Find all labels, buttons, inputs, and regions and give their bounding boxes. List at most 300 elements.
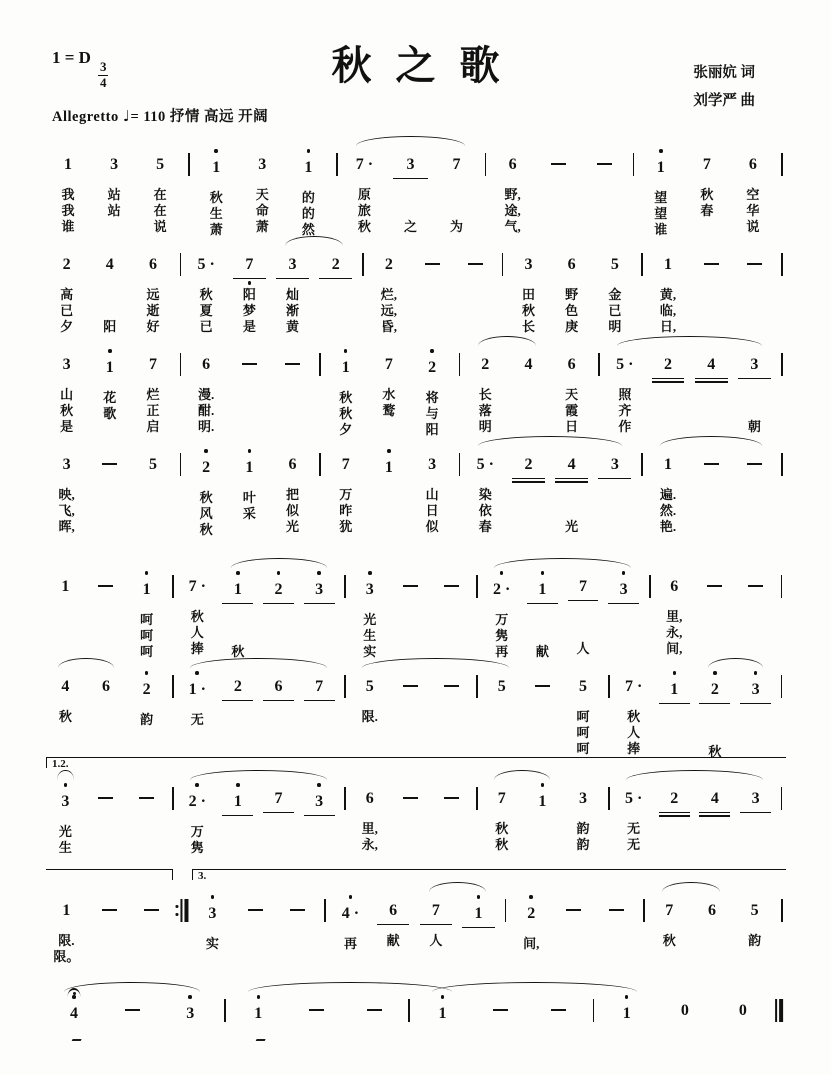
note-number: 1 <box>538 793 547 810</box>
note-cell <box>563 568 604 656</box>
beam-underline <box>568 600 599 602</box>
octave-dot-zone <box>367 346 410 354</box>
octave-dot-zone <box>481 571 522 579</box>
octave-dot-zone <box>45 568 86 576</box>
note-cell <box>613 780 654 868</box>
system-cells <box>45 234 786 334</box>
underline-zone <box>598 1024 656 1036</box>
octave-dot-zone <box>185 346 228 354</box>
lyric <box>656 1065 714 1075</box>
barline <box>471 668 481 756</box>
note-number: 0 <box>738 1002 747 1019</box>
underline-zone <box>464 475 507 487</box>
lyric <box>45 1068 103 1075</box>
lyric <box>690 403 733 419</box>
barline <box>497 246 507 334</box>
lyric <box>229 1068 287 1075</box>
slur <box>494 770 550 780</box>
lyric <box>413 1068 471 1075</box>
lyric: 秋 <box>199 490 213 505</box>
note-number: 7 · <box>624 678 643 695</box>
note-cell <box>490 146 536 234</box>
lyric <box>367 490 410 506</box>
lyric: 秋 <box>199 522 213 537</box>
octave-dot-zone <box>271 346 314 354</box>
underline-zone <box>131 375 174 387</box>
dash-cell <box>582 146 628 234</box>
lyric: 里, <box>361 821 378 836</box>
slur <box>57 770 73 780</box>
repeat-sign-icon <box>173 892 191 980</box>
octave-dot-zone <box>126 780 167 788</box>
lyric <box>314 303 357 319</box>
beam-underline <box>608 603 639 605</box>
note-cell <box>126 568 167 659</box>
lyric: 谁 <box>654 222 668 237</box>
lyric <box>595 942 638 958</box>
note-number: 2 <box>527 905 536 922</box>
octave-dot-zone <box>464 346 507 354</box>
lyric <box>258 628 299 644</box>
octave-dot-zone <box>45 146 91 154</box>
underline-zone <box>411 284 454 296</box>
lyric: 野, <box>504 187 521 202</box>
lyric: 空 <box>746 187 760 202</box>
lyric <box>690 312 733 328</box>
underline-zone <box>45 597 86 609</box>
octave-dot-zone <box>349 571 390 579</box>
underline-zone <box>684 175 730 187</box>
note-number: 3 <box>315 581 324 598</box>
octave-dot <box>622 571 626 575</box>
lyric <box>103 1058 161 1074</box>
barline <box>636 446 646 534</box>
slur <box>58 658 114 668</box>
tempo-value: = 110 <box>130 108 166 125</box>
duration-dash <box>126 797 167 818</box>
octave-dot <box>625 995 629 999</box>
note-cell <box>177 668 218 756</box>
lyric <box>271 396 314 412</box>
slur <box>494 558 631 568</box>
beam-underline <box>304 603 335 605</box>
dash-cell <box>530 992 588 1075</box>
lyric <box>507 403 550 419</box>
lyric: 秋 <box>357 219 371 234</box>
note-cell <box>258 780 299 868</box>
lyric <box>314 319 357 335</box>
system-8 <box>45 868 786 980</box>
lyric: 我 <box>61 203 75 218</box>
note-cell <box>185 446 228 537</box>
note-number: 2 <box>664 356 673 373</box>
note-cell <box>613 668 654 756</box>
note-number: 5 <box>156 156 165 173</box>
octave-dot-zone <box>218 668 259 676</box>
octave-dot-zone <box>646 246 689 254</box>
note-number: 2 <box>481 356 490 373</box>
underline-zone <box>299 697 340 709</box>
beam-underline <box>659 812 690 814</box>
lyric <box>733 387 776 403</box>
lyric <box>258 725 299 741</box>
note-number: 3 <box>524 256 533 273</box>
octave-dot-zone <box>239 146 285 154</box>
octave-dot-zone <box>735 671 776 679</box>
note-cell <box>349 668 390 756</box>
note-cell <box>367 446 410 534</box>
note-cell <box>730 146 776 234</box>
note-cell <box>349 780 390 868</box>
note-number: 6 <box>148 256 157 273</box>
lyric: 秋 <box>190 609 204 624</box>
dash-cell <box>536 146 582 234</box>
lyric <box>481 741 522 757</box>
note-cell <box>413 992 471 1075</box>
volta-label: 1.2. <box>52 758 69 770</box>
octave-dot-zone <box>563 568 604 576</box>
note-number: 5 <box>497 678 506 695</box>
lyric: 实 <box>363 644 377 659</box>
note-number: 4 <box>70 1005 79 1022</box>
underline-zone <box>553 930 596 942</box>
octave-dot <box>204 449 208 453</box>
lyric: 春 <box>478 519 492 534</box>
note-number: 7 <box>245 256 254 273</box>
lyric: 阳 <box>103 319 117 334</box>
lyric: 秋 <box>339 406 353 421</box>
slur <box>478 436 622 446</box>
octave-dot-zone <box>314 246 357 254</box>
lyric: 然 <box>301 222 315 237</box>
octave-dot-zone <box>45 346 88 354</box>
note-cell <box>415 892 458 980</box>
lyric <box>733 403 776 419</box>
lyric <box>733 949 776 965</box>
slur <box>285 236 343 246</box>
lyric: 秋 <box>58 709 72 724</box>
beam-underline <box>263 700 294 702</box>
lyric <box>553 958 596 974</box>
underline-zone <box>126 700 167 712</box>
lyric: 呵 <box>140 644 154 659</box>
barline <box>175 446 185 534</box>
lyric: 染 <box>478 487 492 502</box>
underline-zone <box>522 706 563 718</box>
note-number: 6 <box>274 678 283 695</box>
octave-dot-zone <box>299 668 340 676</box>
note-cell <box>45 992 103 1075</box>
lyric: 山 <box>60 387 74 402</box>
underline-zone <box>603 600 644 612</box>
duration-dash <box>595 909 638 930</box>
lyric: 临, <box>659 303 677 318</box>
beam-underline <box>377 924 409 926</box>
underline-zone <box>613 697 654 709</box>
underline-zone <box>481 600 522 612</box>
beam-underline <box>512 481 545 483</box>
slur <box>429 882 486 892</box>
dash-cell <box>390 780 431 868</box>
note-number: 5 <box>610 256 619 273</box>
underline-zone <box>299 600 340 612</box>
lyric <box>411 296 454 312</box>
lyric <box>431 634 472 650</box>
lyric: 秋 <box>339 390 353 405</box>
lyric <box>258 853 299 869</box>
note-cell <box>131 346 174 434</box>
octave-dot-zone <box>228 346 271 354</box>
dash-cell <box>88 446 131 534</box>
octave-dot-zone <box>656 992 714 1000</box>
dash-cell <box>86 780 127 868</box>
note-number: 1 <box>384 459 393 476</box>
lyric: 之 <box>403 219 417 234</box>
underline-zone <box>271 384 314 396</box>
lyric <box>345 1058 403 1074</box>
octave-dot-zone <box>271 446 314 454</box>
volta-bracket <box>46 869 173 880</box>
lyric <box>258 837 299 853</box>
lyric: 把 <box>286 487 300 502</box>
underline-zone <box>314 275 357 287</box>
beam-underline <box>598 478 631 480</box>
lyric <box>390 830 431 846</box>
note-number: 4 <box>567 456 576 473</box>
note-cell <box>177 568 218 656</box>
note-cell <box>367 246 410 334</box>
octave-dot <box>344 349 348 353</box>
beam-underline <box>699 812 730 814</box>
lyric: 遍. <box>659 487 677 502</box>
lyric <box>536 196 582 212</box>
beam-underline <box>555 478 588 480</box>
barline <box>776 146 786 234</box>
octave-dot-zone <box>507 446 550 454</box>
lyric <box>390 846 431 862</box>
lyric <box>457 952 500 968</box>
tempo-marking <box>52 105 268 126</box>
low-octave-dot <box>248 281 252 285</box>
lyric: 庚 <box>565 319 579 334</box>
underline-zone <box>390 706 431 718</box>
lyric <box>218 824 259 840</box>
lyric <box>299 709 340 725</box>
lyric: 酣. <box>198 403 215 418</box>
underline-zone <box>349 697 390 709</box>
lyric <box>733 296 776 312</box>
lyric <box>191 952 234 968</box>
dash-cell <box>86 568 127 656</box>
note-cell <box>593 446 636 534</box>
octave-dot-zone <box>613 780 654 788</box>
lyric: 秋 <box>662 933 676 948</box>
dash-cell <box>103 992 161 1075</box>
note-number: 3 <box>208 905 217 922</box>
underline-zone <box>563 697 604 709</box>
note-cell <box>367 346 410 434</box>
slur <box>190 658 327 668</box>
underline-zone <box>522 812 563 824</box>
note-cell <box>563 668 604 756</box>
lyric <box>349 725 390 741</box>
lyric <box>218 741 259 757</box>
lyric: 再 <box>343 936 357 951</box>
octave-dot <box>307 149 311 153</box>
lyric <box>229 1052 287 1068</box>
lyric: 无 <box>627 837 641 852</box>
underline-zone <box>228 478 271 490</box>
octave-dot-zone <box>177 783 218 791</box>
time-signature-top: 3 <box>99 59 107 74</box>
octave-dot-zone <box>595 892 638 900</box>
note-cell <box>329 892 372 980</box>
note-cell <box>177 780 218 868</box>
note-cell <box>45 892 88 980</box>
lyric <box>690 528 733 544</box>
underline-zone <box>550 375 593 387</box>
note-cell <box>714 992 772 1075</box>
lyric <box>86 618 127 634</box>
slur <box>231 558 327 568</box>
lyric <box>45 609 86 625</box>
lyric <box>550 487 593 503</box>
note-number: 7 <box>341 456 350 473</box>
underline-zone <box>613 809 654 821</box>
note-number: 5 · <box>197 256 215 273</box>
lyric <box>582 196 628 212</box>
note-cell <box>690 346 733 434</box>
lyric <box>349 853 390 869</box>
beam-underline <box>276 278 309 280</box>
octave-dot-zone <box>550 446 593 454</box>
lyric: 日 <box>565 419 579 434</box>
lyric <box>454 312 497 328</box>
beam-underline <box>652 381 685 383</box>
lyric: 万 <box>339 487 353 502</box>
lyric <box>88 287 131 303</box>
lyric <box>603 612 644 628</box>
lyric: 旅 <box>357 203 371 218</box>
note-number: 7 <box>665 902 674 919</box>
note-cell <box>91 146 137 234</box>
underline-zone <box>646 275 689 287</box>
note-number: 3 <box>619 581 628 598</box>
note-number: 4 · <box>341 905 360 922</box>
lyric <box>434 203 480 219</box>
dash-cell <box>735 568 776 656</box>
octave-dot-zone <box>367 449 410 457</box>
underline-zone <box>654 597 695 609</box>
lyric <box>507 487 550 503</box>
octave-dot-zone <box>431 780 472 788</box>
lyric <box>648 965 691 981</box>
note-number: 1 <box>341 359 350 376</box>
octave-dot-zone <box>177 568 218 576</box>
lyric <box>86 741 127 757</box>
lyric: 献 <box>386 933 400 948</box>
lyric <box>690 296 733 312</box>
lyric <box>733 965 776 981</box>
lyric: 明. <box>198 419 215 434</box>
lyric: 秋 <box>60 403 74 418</box>
barline <box>339 668 349 756</box>
lyric: 秋 <box>209 190 223 205</box>
lyric <box>299 840 340 856</box>
octave-dot-zone <box>86 568 127 576</box>
barline <box>776 568 786 656</box>
lyric: 落 <box>478 403 492 418</box>
system-cells <box>45 656 786 759</box>
barline <box>454 446 464 534</box>
underline-zone <box>550 475 593 487</box>
octave-dot-zone <box>510 895 553 903</box>
lyric: 烂, <box>380 287 398 302</box>
octave-dot-zone <box>45 668 86 676</box>
lyric <box>733 528 776 544</box>
lyric <box>472 1042 530 1058</box>
lyric: 漫. <box>198 387 215 402</box>
duration-dash <box>103 1009 161 1030</box>
lyric <box>654 728 695 744</box>
lyric: 里, <box>666 609 683 624</box>
lyric: 韵 <box>140 712 154 727</box>
duration-dash <box>733 263 776 284</box>
octave-dot-zone <box>299 571 340 579</box>
note-cell <box>131 446 174 534</box>
time-signature-bottom: 4 <box>99 74 107 90</box>
beam-underline <box>699 815 730 817</box>
lyric: 间, <box>523 936 540 951</box>
lyric <box>218 840 259 856</box>
octave-dot-zone <box>550 246 593 254</box>
dash-cell <box>276 892 319 980</box>
underline-zone <box>239 175 285 187</box>
note-number: 6 <box>365 790 374 807</box>
lyric: 似 <box>286 503 300 518</box>
lyric: 阳 <box>242 287 256 302</box>
note-cell <box>271 246 314 334</box>
dash-cell <box>234 892 277 980</box>
lyric: 人 <box>190 625 204 640</box>
barline <box>636 246 646 334</box>
octave-dot <box>195 783 199 787</box>
octave-dot <box>477 895 481 899</box>
lyric <box>714 1033 772 1049</box>
lyric <box>86 830 127 846</box>
lyric <box>45 1052 103 1068</box>
lyric: 歌 <box>103 406 117 421</box>
barline <box>183 146 193 234</box>
dash-cell <box>126 780 167 868</box>
octave-dot-zone <box>228 449 271 457</box>
note-cell <box>191 892 234 980</box>
lyric <box>481 853 522 869</box>
lyric: 捧 <box>190 641 204 656</box>
lyric <box>258 741 299 757</box>
lyric: 秋 <box>700 187 714 202</box>
lyric: 生 <box>58 840 72 855</box>
lyric <box>733 312 776 328</box>
octave-dot <box>236 571 240 575</box>
note-number: 3 <box>365 581 374 598</box>
duration-dash <box>690 263 733 284</box>
underline-zone <box>730 175 776 187</box>
note-cell <box>45 246 88 334</box>
duration-dash <box>536 163 582 184</box>
note-number: 1 <box>245 459 254 476</box>
lyric <box>431 618 472 634</box>
